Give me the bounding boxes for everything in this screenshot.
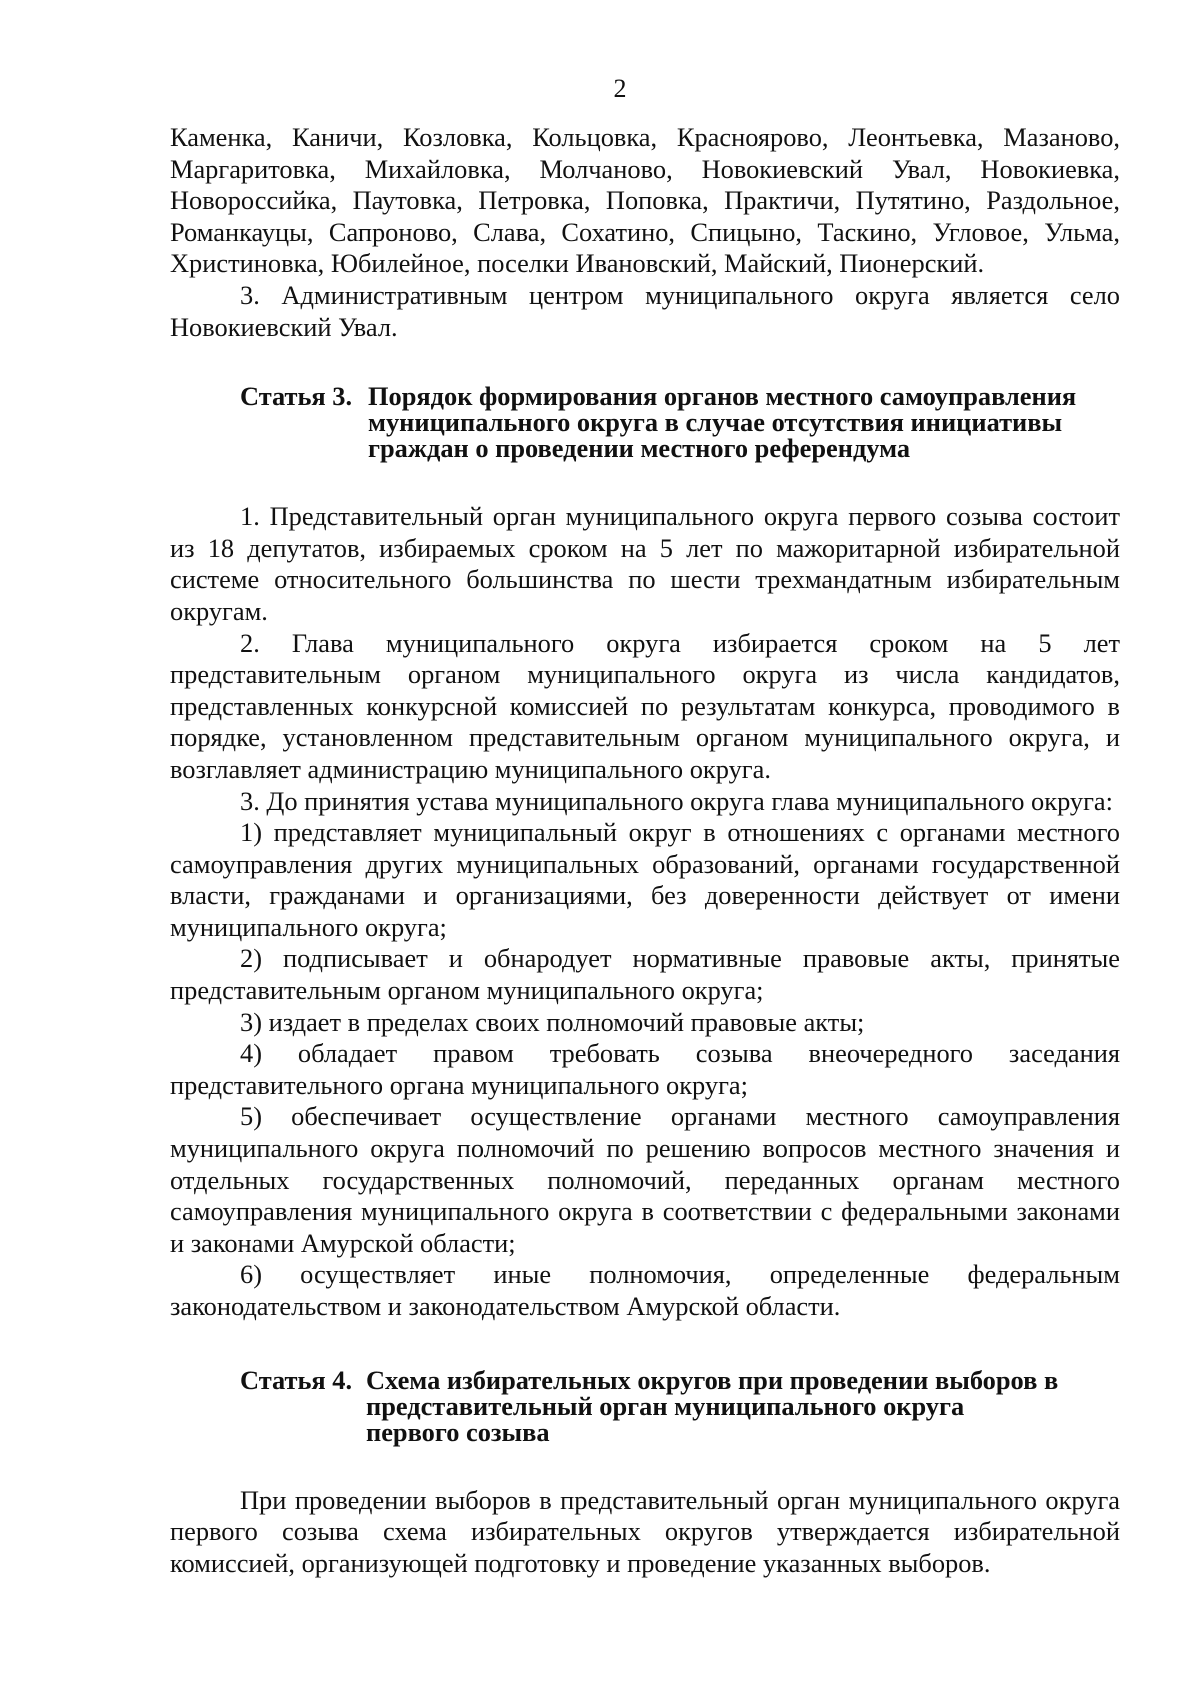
article-3-body [170, 501, 1120, 1322]
article-3-list-item: 6) осуществляет иные полномочия, определенные федеральным законодательством и законодательством Амурской области. [170, 1259, 1120, 1321]
admin-center-paragraph: 3. Административным центром муниципального округа является село Новокиевский Увал. [170, 279, 1120, 342]
article-3-list-item: 3) издает в пределах своих полномочий правовые акты; [240, 1006, 865, 1037]
article-3-paragraph: 2. Глава муниципального округа избирается сроком на 5 лет представительным органом муниципального округа из числа кандидатов, представленных конкурсной комиссией по результатам конкурса, проводимого в порядке, установленном представительным органом муниципального округа, и возглавляет администрацию муниципального округа. [170, 627, 1120, 784]
article-4-body [170, 1485, 1120, 1580]
article-3-list-item: 5) обеспечивает осуществление органами местного самоуправления муниципального округа полномочий по решению вопросов местного значения и отдельных государственных полномочий, переданных органам местного самоуправления муниципального округа в соответствии с федеральными законами и законами Амурской области; [170, 1101, 1120, 1258]
document-body [170, 122, 1120, 1579]
article-3-number: Статья 3. [240, 381, 353, 412]
article-4-paragraph: При проведении выборов в представительный орган муниципального округа первого созыва схема избирательных округов утверждается избирательной комиссией, организующей подготовку и проведение указанных выборов. [170, 1484, 1120, 1578]
article-3-list-item: 4) обладает правом требовать созыва внеочередного заседания представительного органа муниципального округа; [170, 1038, 1120, 1100]
page-number: 2 [613, 74, 627, 103]
article-3-list-item: 2) подписывает и обнародует нормативные правовые акты, принятые представительным органом муниципального округа; [170, 943, 1120, 1006]
article-3-paragraph: 1. Представительный орган муниципального округа первого созыва состоит из 18 депутатов, избираемых сроком на 5 лет по мажоритарной избирательной системе относительного большинства по шести трехмандатным избирательным округам. [170, 501, 1120, 626]
settlements-list-paragraph: Каменка, Каничи, Козловка, Кольцовка, Красноярово, Леонтьевка, Мазаново, Маргаритовка, Михайловка, Молчаново, Новокиевский Увал, Новокиевка, Новороссийка, Паутовка, Петровка, Поповка, Практичи, Путятино, Раздольное, Романкауцы, Сапроново, Слава, Сохатино, Спицыно, Таскино, Угловое, Ульма, Христиновка, Юбилейное, поселки Ивановский, Майский, Пионерский. [170, 122, 1120, 279]
article-4-heading [170, 1364, 1120, 1447]
article-4-title: Схема избирательных округов при проведении выборов в представительный орган муниципального округа первого созыва [366, 1364, 1059, 1447]
article-3-heading [170, 381, 1120, 464]
article-3-title: Порядок формирования органов местного самоуправления муниципального округа в случае отсутствия инициативы граждан о проведении местного референдума [368, 381, 1077, 464]
article-3-paragraph: 3. До принятия устава муниципального округа глава муниципального округа: [240, 785, 1113, 816]
article-4-number: Статья 4. [240, 1364, 353, 1395]
article-3-list-item: 1) представляет муниципальный округ в отношениях с органами местного самоуправления других муниципальных образований, органами государственной власти, гражданами и организациями, без доверенности действует от имени муниципального округа; [170, 817, 1120, 942]
